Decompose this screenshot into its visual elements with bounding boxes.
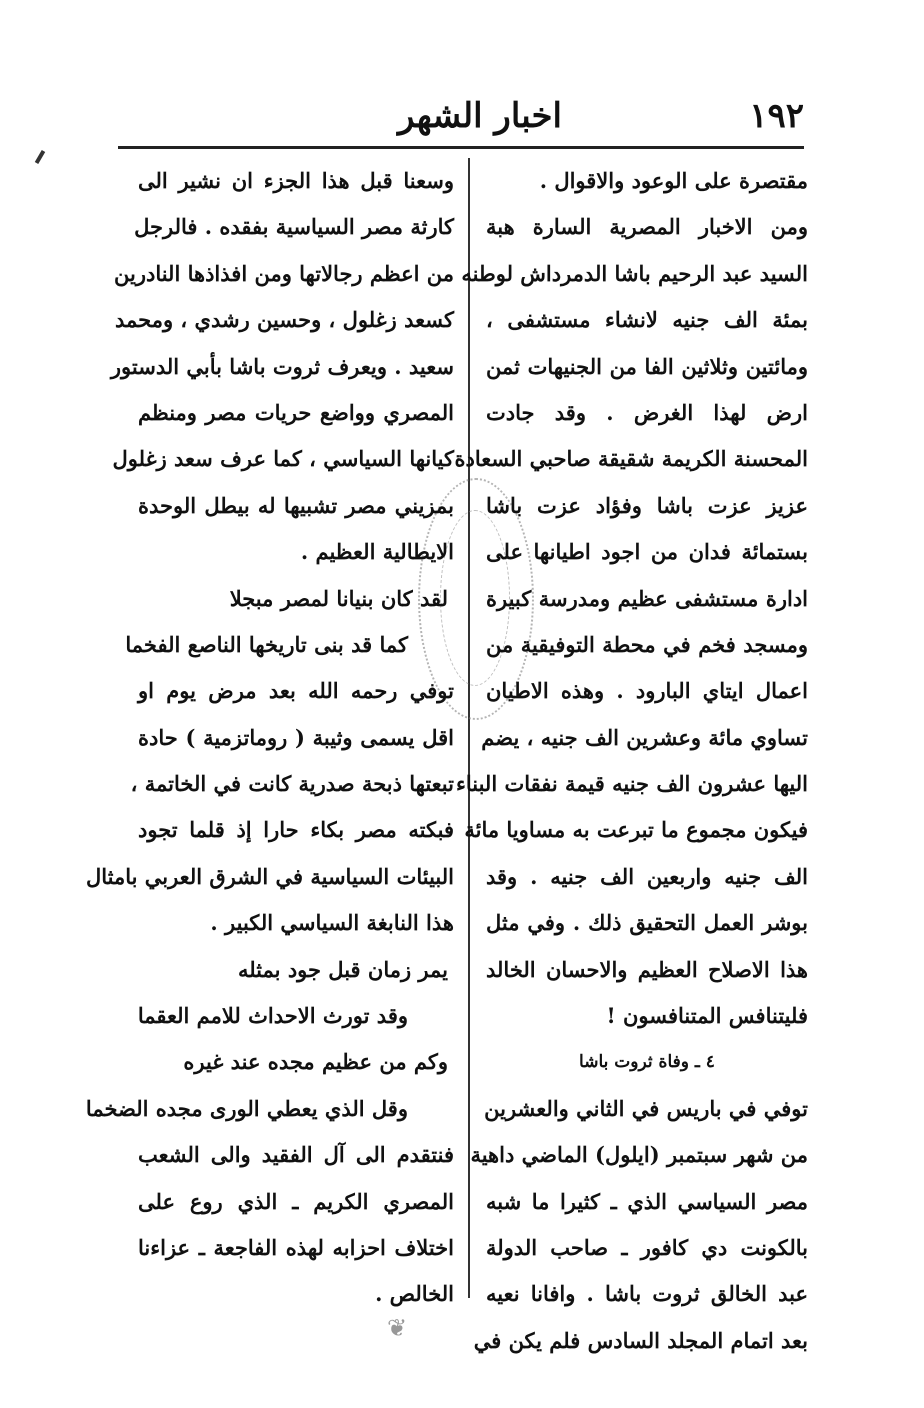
text-line: تبعتها ذبحة صدرية كانت في الخاتمة ،: [130, 771, 454, 797]
text-line: فليتنافس المتنافسون !: [606, 1003, 808, 1029]
verse-line: لقد كان بنيانا لمصر مبجلا: [229, 585, 448, 611]
text-line: مقتصرة على الوعود والاقوال .: [539, 168, 808, 193]
text-line: فبكته مصر بكاء حارا إذ قلما تجود: [138, 817, 454, 843]
text-line: ارض لهذا الغرض . وقد جادت: [486, 399, 808, 425]
text-line: عبد الخالق ثروت باشا . وافانا نعيه: [486, 1281, 808, 1307]
section-subheading: ٤ ـ وفاة ثروت باشا: [579, 1052, 715, 1073]
text-line: ومائتين وثلاثين الفا من الجنيهات ثمن: [486, 353, 808, 379]
text-line: الايطالية العظيم .: [300, 539, 454, 565]
text-line: اقل يسمى وثيبة ( روماتزمية ) حادة: [138, 724, 454, 750]
running-title: اخبار الشهر: [398, 96, 562, 136]
text-line: بمزيني مصر تشبيها له بيطل الوحدة: [138, 492, 454, 518]
text-line: مصر السياسي الذي ـ كثيرا ما شبه: [486, 1188, 808, 1214]
text-line: اعمال ايتاي البارود . وهذه الاطيان: [486, 678, 808, 704]
text-line: من شهر سبتمبر (ايلول) الماضي داهية: [470, 1142, 808, 1168]
text-line: بمئة الف جنيه لانشاء مستشفى ،: [486, 307, 808, 333]
verse-line: كما قد بنى تاريخها الناصع الفخما: [125, 631, 408, 657]
verse-line: يمر زمان قبل جود بمثله: [237, 956, 448, 982]
column-right: [454, 158, 808, 1364]
column-divider: [468, 158, 470, 1298]
page-number: ١٩٢: [749, 96, 804, 136]
text-line: هذا الاصلاح العظيم والاحسان الخالد: [486, 956, 808, 982]
text-line: كارثة مصر السياسية بفقده . فالرجل: [134, 214, 454, 240]
text-line: كيانها السياسي ، كما عرف سعد زغلول: [112, 446, 454, 472]
text-line: فيكون مجموع ما تبرعت به مساويا مائة: [464, 817, 808, 843]
text-line: السيد عبد الرحيم باشا الدمرداش لوطنه: [461, 260, 808, 286]
text-line: بعد اتمام المجلد السادس فلم يكن في: [473, 1327, 808, 1353]
text-line: البيئات السياسية في الشرق العربي بامثال: [85, 863, 454, 889]
text-line: الخالص .: [375, 1281, 454, 1307]
text-line: هذا النابغة السياسي الكبير .: [210, 910, 454, 936]
text-line: ومن الاخبار المصرية السارة هبة: [486, 214, 808, 240]
text-line: توفي رحمه الله بعد مرض يوم او: [138, 678, 454, 704]
text-line: الف جنيه واربعين الف جنيه . وقد: [486, 863, 808, 889]
text-line: فنتقدم الى آل الفقيد والى الشعب: [138, 1142, 454, 1168]
text-line: اختلاف احزابه لهذه الفاجعة ـ عزاءنا: [138, 1234, 454, 1260]
text-line: بستمائة فدان من اجود اطيانها على: [486, 539, 808, 565]
text-line: ومسجد فخم في محطة التوفيقية من: [486, 631, 808, 657]
header-rule: [118, 146, 804, 149]
text-line: كسعد زغلول ، وحسين رشدي ، ومحمد: [115, 307, 454, 333]
text-line: سعيد . ويعرف ثروت باشا بأبي الدستور: [110, 353, 454, 379]
text-line: المحسنة الكريمة شقيقة صاحبي السعادة: [454, 446, 808, 472]
text-line: المصري وواضع حريات مصر ومنظم: [138, 399, 454, 425]
text-line: المصري الكريم ـ الذي روع على: [138, 1188, 454, 1214]
verse-line: وكم من عظيم مجده عند غيره: [183, 1049, 448, 1075]
text-line: عزيز عزت باشا وفؤاد عزت باشا: [486, 492, 808, 518]
text-line: ادارة مستشفى عظيم ومدرسة كبيرة: [486, 585, 808, 611]
text-line: توفي في باريس في الثاني والعشرين: [484, 1095, 808, 1121]
footer-ornament: ❦: [386, 1314, 408, 1342]
verse-line: وقد تورث الاحداث للامم العقما: [137, 1003, 408, 1029]
verse-line: وقل الذي يعطي الورى مجده الضخما: [85, 1095, 408, 1121]
text-line: بوشر العمل التحقيق ذلك . وفي مثل: [486, 910, 808, 936]
column-left: [85, 158, 454, 1318]
text-line: اليها عشرون الف جنيه قيمة نفقات البناء: [455, 771, 808, 797]
margin-mark: [35, 150, 45, 164]
text-line: وسعنا قبل هذا الجزء ان نشير الى: [138, 168, 454, 193]
text-line: تساوي مائة وعشرين الف جنيه ، يضم: [481, 724, 808, 750]
text-line: بالكونت دي كافور ـ صاحب الدولة: [486, 1234, 808, 1260]
text-line: من اعظم رجالاتها ومن افذاذها النادرين: [114, 260, 454, 286]
